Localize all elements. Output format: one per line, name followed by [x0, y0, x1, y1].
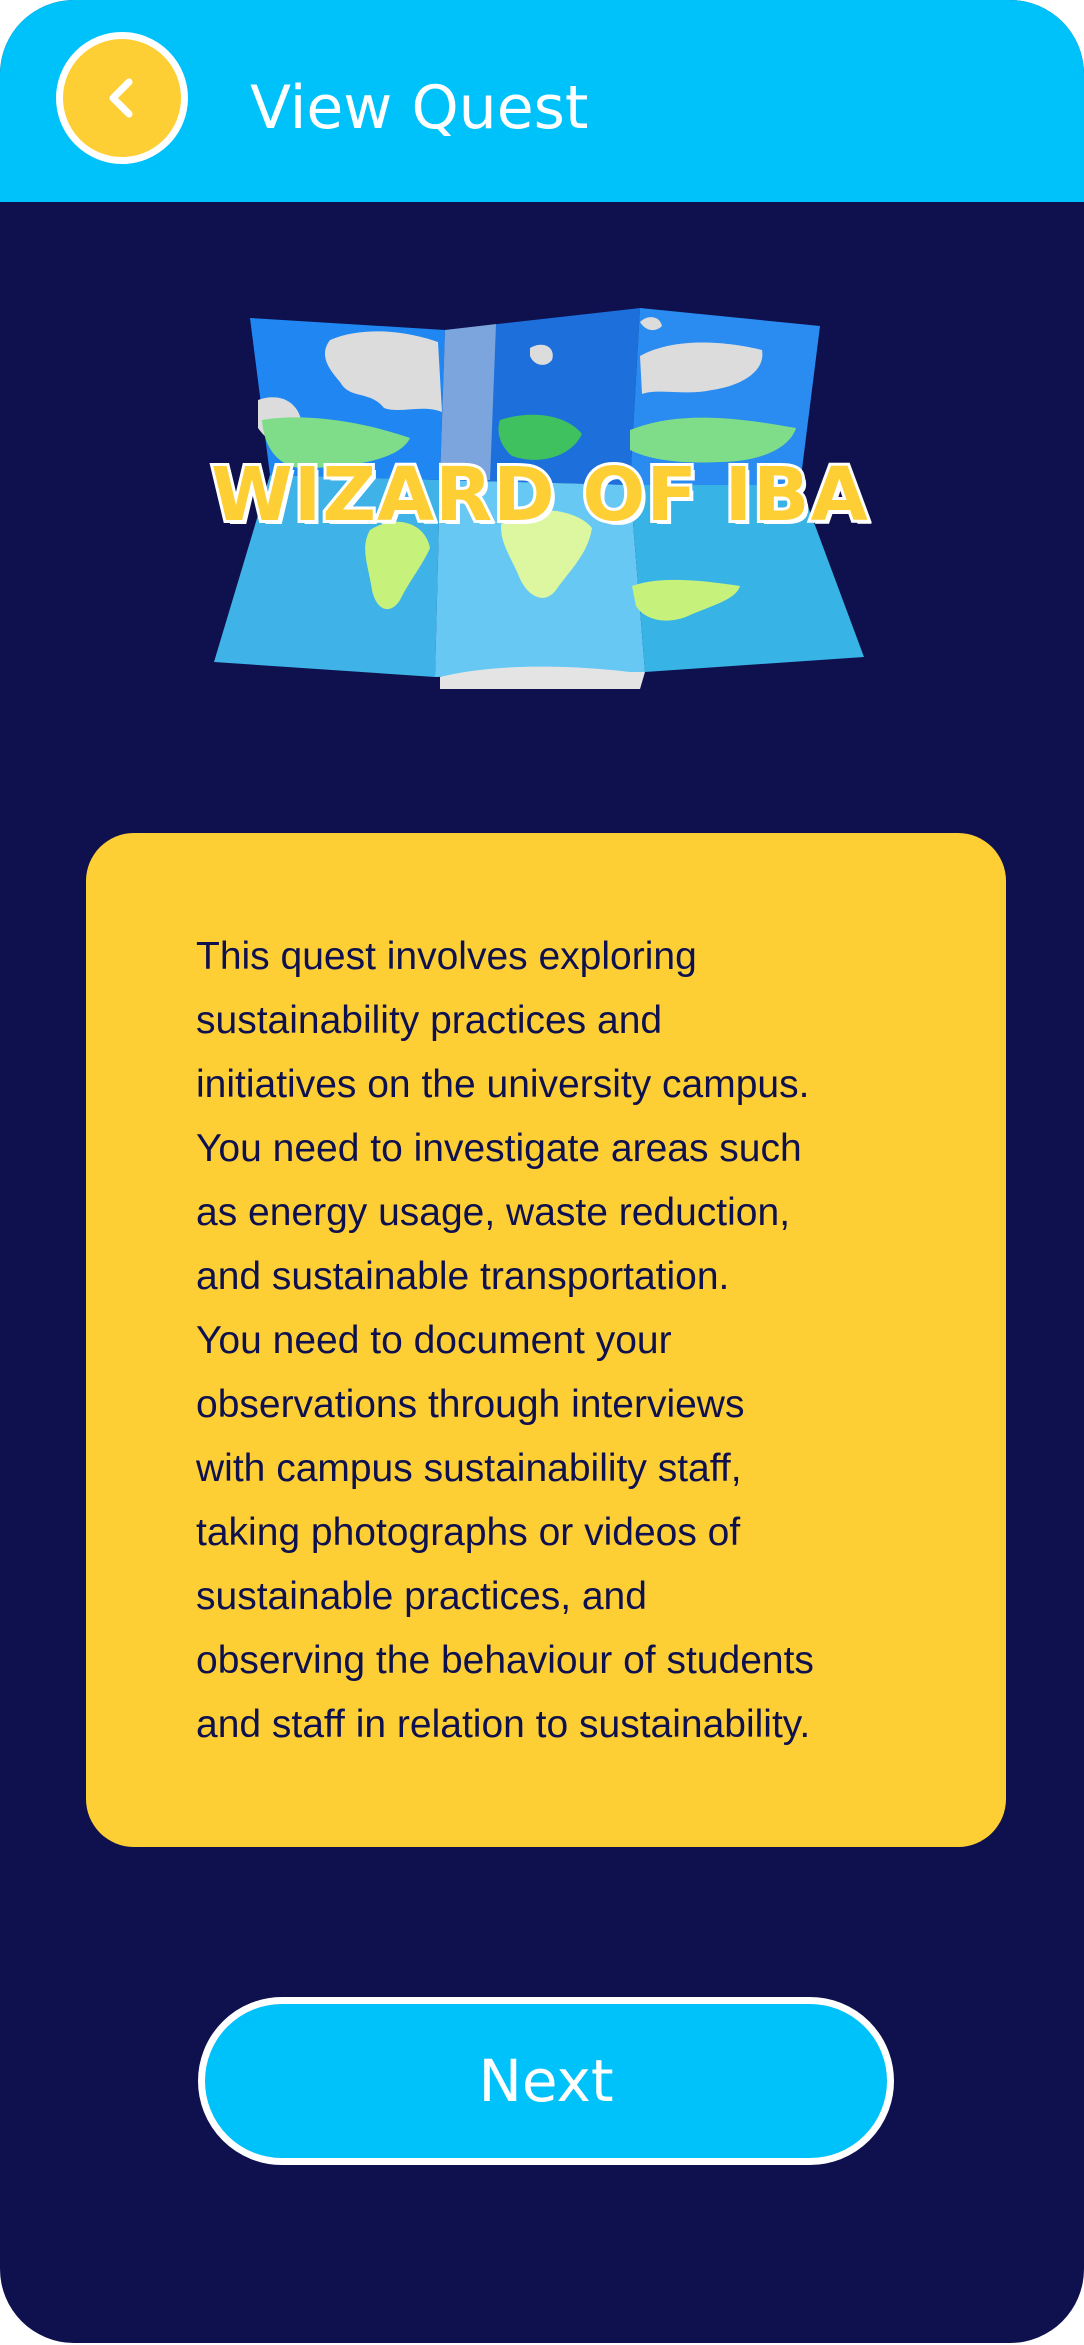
quest-description: This quest involves exploring sustainability practices and initiatives on the university campus. You need to investigate areas such as energy usage, waste reduction, and sustainable transportation. You need to document your observations through interviews with campus sustainability staff, taking photographs or videos of sustainable practices, and observing the behaviour of students and staff in relation to sustainability. [196, 935, 814, 1746]
quest-logo [200, 300, 880, 690]
quest-logo-text: WIZARD OF IBA [211, 452, 869, 538]
chevron-left-icon [97, 73, 147, 123]
quest-description-card [86, 833, 1006, 1847]
next-button[interactable]: Next [198, 1997, 894, 2165]
header-bar [0, 0, 1084, 202]
page-title: View Quest [250, 73, 589, 143]
back-button[interactable] [56, 32, 188, 164]
